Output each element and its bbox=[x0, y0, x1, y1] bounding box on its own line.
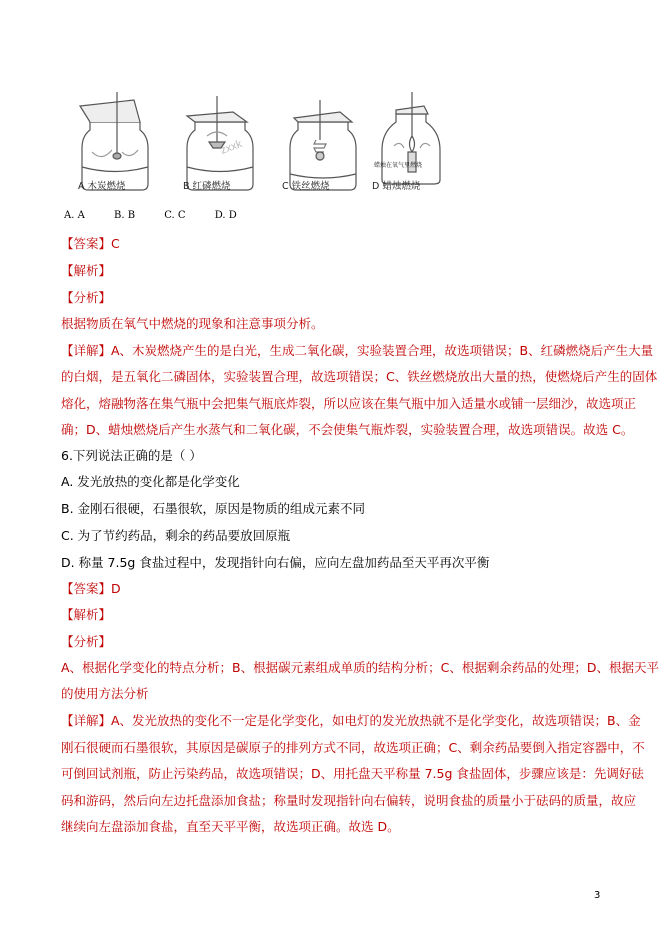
option-d: D. D bbox=[214, 210, 237, 221]
q6-fenxi-heading: 【分析】 bbox=[61, 634, 112, 649]
q6-option-c: C. 为了节约药品，剩余的药品要放回原瓶 bbox=[61, 528, 291, 543]
watermark-text: zxxk bbox=[218, 138, 244, 157]
experiment-figure bbox=[72, 92, 452, 202]
option-c: C. C bbox=[164, 210, 186, 221]
q6-analysis-line: A、根据化学变化的特点分析；B、根据碳元素组成单质的结构分析；C、根据剩余药品的处理；D、根据天平 bbox=[61, 660, 659, 675]
q6-analysis-line: 的使用方法分析 bbox=[61, 686, 149, 701]
q5-detail-line: 的白烟，是五氧化二磷固体，实验装置合理，故选项错误；C、铁丝燃烧放出大量的热，使燃烧后产生的固体 bbox=[61, 369, 658, 384]
q5-fenxi-heading: 【分析】 bbox=[61, 290, 112, 305]
q5-jiexi-heading: 【解析】 bbox=[61, 263, 112, 278]
page-number: 3 bbox=[594, 890, 601, 901]
option-b: B. B bbox=[114, 210, 136, 221]
q6-detail-line: 继续向左盘添加食盐，直至天平平衡，故选项正确。故选 D。 bbox=[61, 819, 400, 834]
q6-answer: 【答案】D bbox=[61, 581, 121, 596]
q6-option-a: A. 发光放热的变化都是化学变化 bbox=[61, 474, 240, 489]
q5-answer: 【答案】C bbox=[61, 236, 120, 251]
q5-detail-line: 熔化，熔融物落在集气瓶中会把集气瓶底炸裂，所以应该在集气瓶中加入适量水或铺一层细沙，故选项正 bbox=[61, 396, 637, 411]
q6-option-d: D. 称量 7.5g 食盐过程中，发现指针向右偏，应向左盘加药品至天平再次平衡 bbox=[61, 555, 490, 570]
q6-detail-line: 可倒回试剂瓶，防止污染药品，故选项错误；D、用托盘天平称量 7.5g 食盐固体，步骤应该是：先调好砝 bbox=[61, 766, 644, 781]
caption-a: A 木炭燃烧 bbox=[78, 181, 126, 192]
q5-detail-line: 确；D、蜡烛燃烧后产生水蒸气和二氧化碳，不会使集气瓶炸裂，实验装置合理，故选项错误。故选 C。 bbox=[61, 422, 634, 437]
q6-detail-line: 码和游码，然后向左边托盘添加食盐；称量时发现指针向右偏转，说明食盐的质量小于砝码的质量，故应 bbox=[61, 793, 637, 808]
jar-d-candle bbox=[382, 92, 440, 184]
caption-d: D 蜡烛燃烧 bbox=[372, 181, 421, 192]
q6-detail-line: 【详解】A、发光放热的变化不一定是化学变化，如电灯的发光放热就不是化学变化，故选项错误；B、金 bbox=[61, 713, 641, 728]
q5-analysis: 根据物质在氧气中燃烧的现象和注意事项分析。 bbox=[61, 316, 324, 331]
q6-jiexi-heading: 【解析】 bbox=[61, 607, 112, 622]
q5-detail-line: 【详解】A、木炭燃烧产生的是白光，生成二氧化碳，实验装置合理，故选项错误；B、红磷燃烧后产生大量 bbox=[61, 343, 654, 358]
q6-detail-line: 刚石很硬而石墨很软，其原因是碳原子的排列方式不同，故选项正确；C、剩余药品要倒入指定容器中，不 bbox=[61, 740, 645, 755]
caption-b: B 红磷燃烧 bbox=[183, 181, 231, 192]
answer-options bbox=[64, 210, 263, 221]
jar-d-label: 蜡烛在氧气里燃烧 bbox=[374, 162, 423, 169]
jar-c-iron-wire bbox=[290, 100, 356, 190]
jar-a-charcoal bbox=[80, 92, 148, 190]
option-a: A. A bbox=[64, 210, 85, 221]
q6-option-b: B. 金刚石很硬，石墨很软，原因是物质的组成元素不同 bbox=[61, 501, 366, 516]
q6-stem: 6.下列说法正确的是（ ） bbox=[61, 448, 202, 463]
caption-c: C 铁丝燃烧 bbox=[282, 181, 330, 192]
jar-b-red-phosphorus bbox=[187, 96, 253, 190]
